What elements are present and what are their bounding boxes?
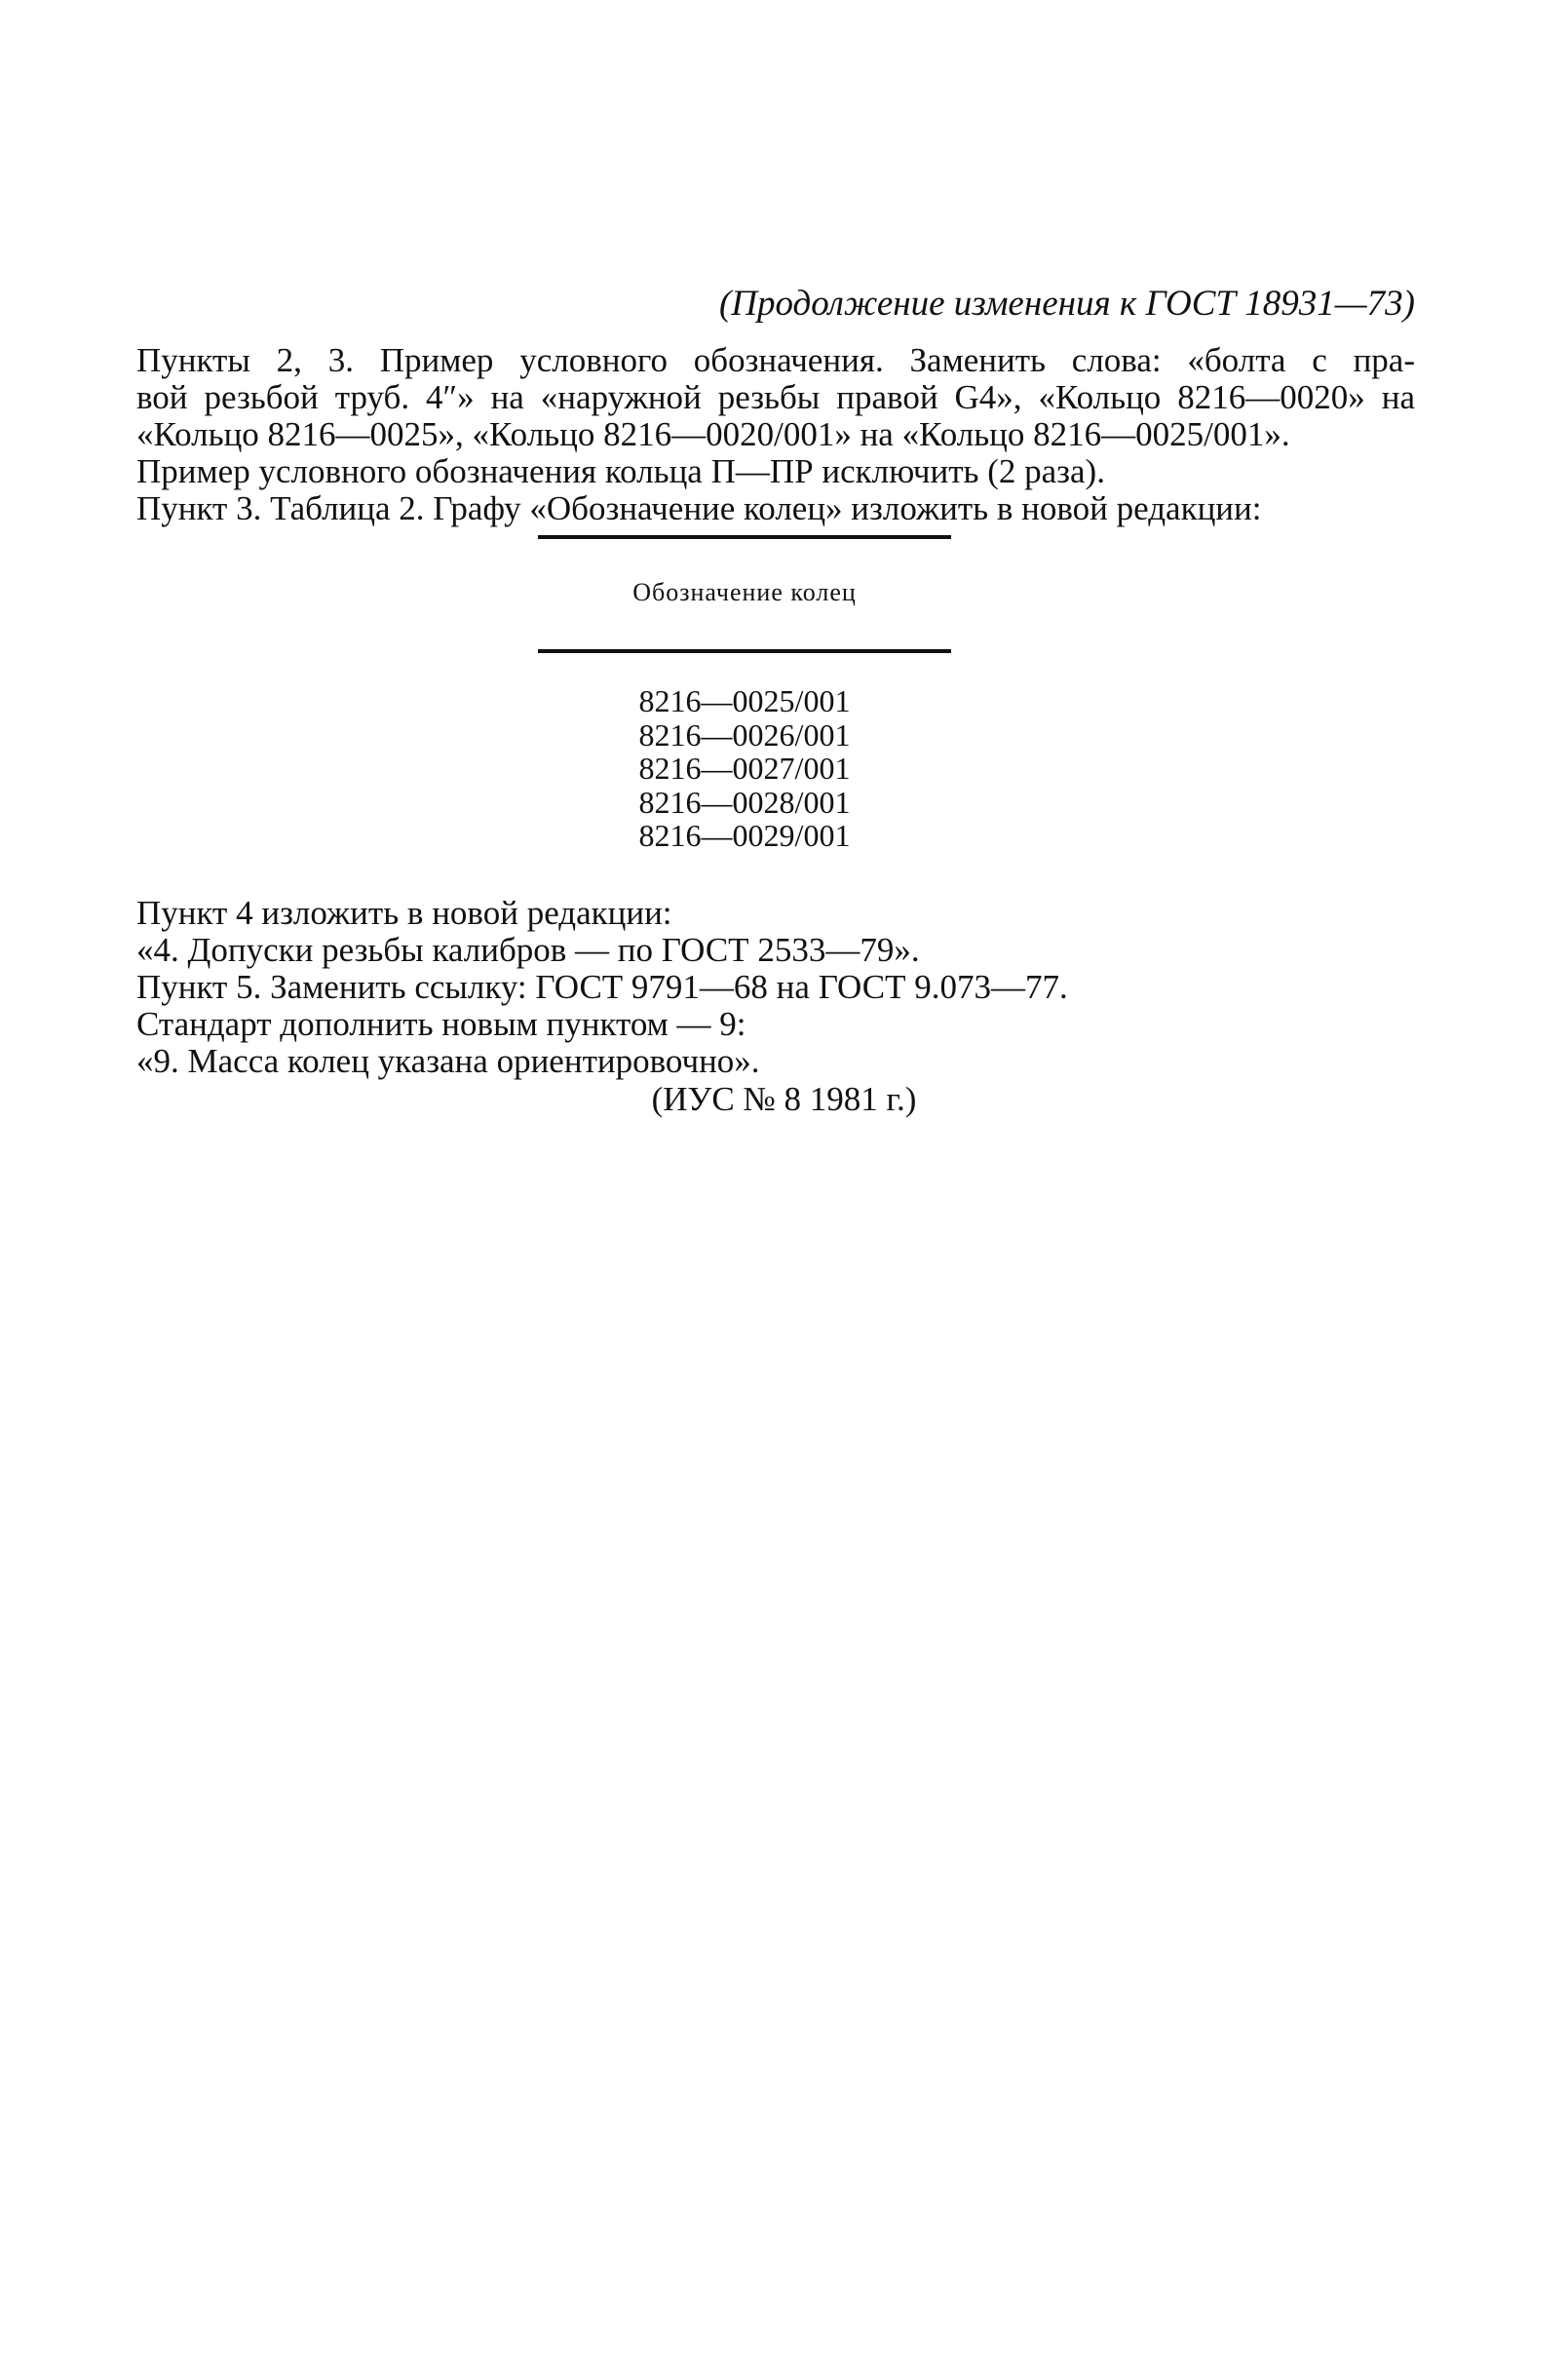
text-line: Стандарт дополнить новым пунктом — 9: [136,1005,746,1043]
text-line: Пункт 5. Заменить ссылку: ГОСТ 9791—68 на ГОСТ 9.073—77. [136,968,1068,1006]
table-top-rule [538,535,951,539]
continuation-header: (Продолжение изменения к ГОСТ 18931—73) [718,284,1415,324]
text-line: «Кольцо 8216—0025», «Кольцо 8216—0020/001» на «Кольцо 8216—0025/001». [136,415,1290,453]
source-reference: (ИУС № 8 1981 г.) [651,1080,917,1118]
ring-designation-row: 8216—0028/001 [638,784,851,820]
table-column-header: Обозначение колец [632,578,857,606]
amendment-section-1 [136,342,1415,527]
amendment-section-2 [136,895,1415,1080]
ring-designation-row: 8216—0029/001 [638,818,851,853]
text-line: «4. Допуски резьбы калибров — по ГОСТ 2533—79». [136,931,920,969]
ring-designation-row: 8216—0026/001 [638,716,851,753]
text-line: Пункт 4 изложить в новой редакции: [136,894,672,932]
text-line: Пункт 3. Таблица 2. Графу «Обозначение колец» изложить в новой редакции: [136,489,1262,527]
text-line: вой резьбой труб. 4″» на «наружной резьбы правой G4», «Кольцо 8216—0020» на [136,378,1415,416]
ring-designation-list [538,684,951,853]
text-line: Пример условного обозначения кольца П—ПР исключить (2 раза). [136,452,1105,490]
text-line: Пункты 2, 3. Пример условного обозначения. Заменить слова: «болта с пра- [136,341,1415,379]
table-header-rule [538,649,951,653]
ring-designation-row: 8216—0025/001 [638,683,851,718]
ring-designation-row: 8216—0027/001 [638,751,851,786]
text-line: «9. Масса колец указана ориентировочно». [136,1042,760,1080]
